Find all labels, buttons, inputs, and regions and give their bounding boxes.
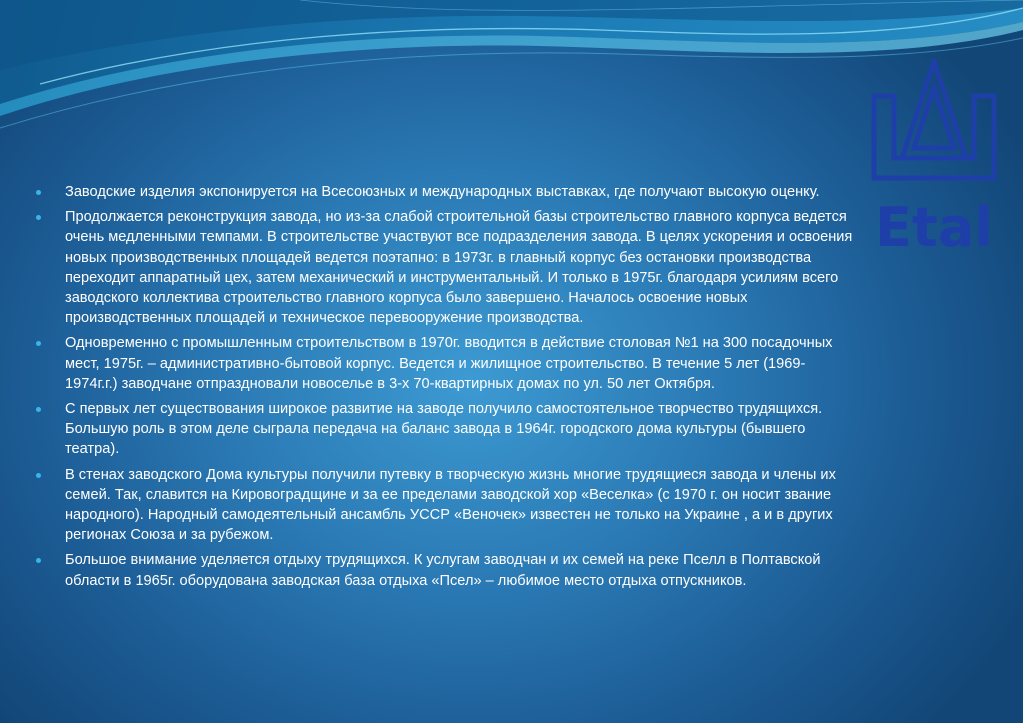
bullet-text: Большое внимание уделяется отдыху трудящихся. К услугам заводчан и их семей на реке Пселл в Полтавской области в 1965г. оборудована заводская база отдыха «Псел» – любимое место отдыха отпускников. (65, 552, 821, 589)
list-item (36, 333, 856, 394)
list-item (36, 399, 856, 460)
bullet-dot-icon (36, 558, 41, 563)
list-item (36, 182, 856, 202)
list-item (36, 465, 856, 546)
bullet-dot-icon (36, 215, 41, 220)
bullet-text: В стенах заводского Дома культуры получили путевку в творческую жизнь многие трудящиеся завода и члены их семей. Так, славится на Кировоградщине и за ее пределами заводской хор «Веселка» (с 1970 г. он носит звание народного). Народный самодеятельный ансамбль УССР «Веночек» известен не только на Украине , а и в других регионах Союза и за рубежом. (65, 466, 836, 544)
list-item (36, 550, 856, 590)
bullet-text: С первых лет существования широкое развитие на заводе получило самостоятельное творчество трудящихся. Большую роль в этом деле сыграла передача на баланс завода в 1964г. городского дома культуры (бывшего театра). (65, 401, 823, 458)
bullet-dot-icon (36, 473, 41, 478)
list-item (36, 207, 856, 328)
bullet-dot-icon (36, 407, 41, 412)
bullet-list (36, 182, 856, 591)
bullet-text: Одновременно с промышленным строительством в 1970г. вводится в действие столовая №1 на 300 посадочных мест, 1975г. – административно-бытовой корпус. Ведется и жилищное строительство. В течение 5 лет (1969-1974г.г.) заводчане отпраздновали новоселье в 3-х 70-квартирных домах по ул. 50 лет Октября. (65, 335, 833, 392)
bullet-dot-icon (36, 341, 41, 346)
etal-triangle-logo-icon (866, 58, 1002, 254)
bullet-text: Заводские изделия экспонируется на Всесоюзных и международных выставках, где получают высокую оценку. (65, 184, 820, 200)
logo-text: Etal (875, 196, 993, 254)
bullet-dot-icon (36, 190, 41, 195)
bullet-list-container (36, 182, 856, 596)
bullet-text: Продолжается реконструкция завода, но из-за слабой строительной базы строительство главного корпуса ведется очень медленными темпами. В строительстве участвуют все подразделения завода. В целях ускорения и освоения новых производственных площадей ведется поэтапно: в 1973г. в главный корпус без остановки производства переходит аппаратный цех, затем механический и инструментальный. И только в 1975г. благодаря усилиям всего заводского коллектива строительство главного корпуса было завершено. Началось освоение новых производственных площадей и техническое перевооружение производства. (65, 209, 853, 327)
